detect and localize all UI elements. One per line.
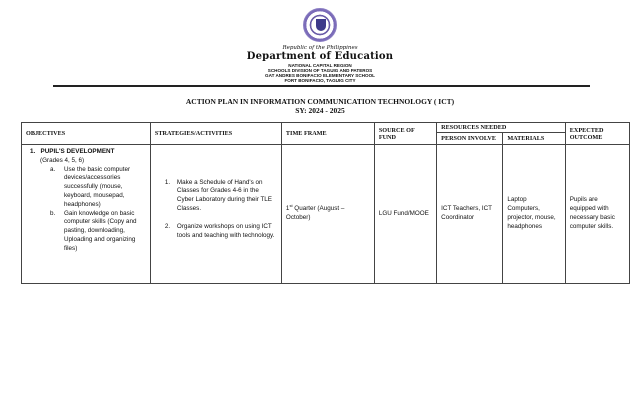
action-plan-table [21,122,630,284]
materials-cell: Laptop Computers, projector, mouse, headphones [503,145,565,284]
school-year: SY: 2024 - 2025 [295,106,345,115]
header-strategies: STRATEGIES/ACTIVITIES [150,123,281,145]
header-materials: MATERIALS [503,133,565,145]
expected-outcome-cell: Pupils are equipped with necessary basic computer skills. [565,145,629,284]
header-expected-outcome: EXPECTED OUTCOME [565,123,629,145]
strategies-cell [150,145,281,284]
deped-seal-icon [303,8,337,42]
address-line: FORT BONIFACIO, TAGUIG CITY [284,78,356,83]
header-person-involve: PERSON INVOLVE [437,133,503,145]
objective-cell [22,145,151,284]
republic-label: Republic of the Philippines [282,45,358,51]
person-involve-cell: ICT Teachers, ICT Coordinator [437,145,503,284]
objective-item: b. Gain knowledge on basic computer skills (Copy and pasting, downloading, Uploading and organizing files) [50,209,137,252]
strategy-item: 2. Organize workshops on using ICT tools and teaching with technology. [164,222,275,239]
department-name: Department of Education [246,51,394,62]
header-resources-needed: RESOURCES NEEDED [437,123,566,133]
objective-item: a. Use the basic computer devices/accessories successfully (mouse, keyboard, mousepad, headphones) [50,165,131,208]
header-divider [53,85,590,87]
header-objectives: OBJECTIVES [22,123,151,145]
source-of-fund-cell: LGU Fund/MOOE [374,145,436,284]
document-title-block [0,97,640,115]
division-line: SCHOOLS DIVISION OF TAGUIG AND PATEROS [267,68,373,73]
objective-grades: (Grades 4, 5, 6) [40,156,85,164]
objective-title: 1. PUPIL'S DEVELOPMENT [30,148,115,155]
region-line: NATIONAL CAPITAL REGION [288,63,352,68]
header-source-of-fund: SOURCE OF FUND [374,123,436,145]
school-line: GAT ANDRES BONIFACIO ELEMENTARY SCHOOL [265,73,375,78]
header-time-frame: TIME FRAME [281,123,374,145]
strategy-item: 1. Make a Schedule of Hand's on Classes for Grades 4-6 in the Cyber Laboratory during their TLE Classes. [164,178,273,212]
document-title: ACTION PLAN IN INFORMATION COMMUNICATION TECHNOLOGY ( ICT) [185,97,455,106]
time-frame-cell: 1st Quarter (August – October) [281,145,374,284]
table-row [22,145,630,284]
